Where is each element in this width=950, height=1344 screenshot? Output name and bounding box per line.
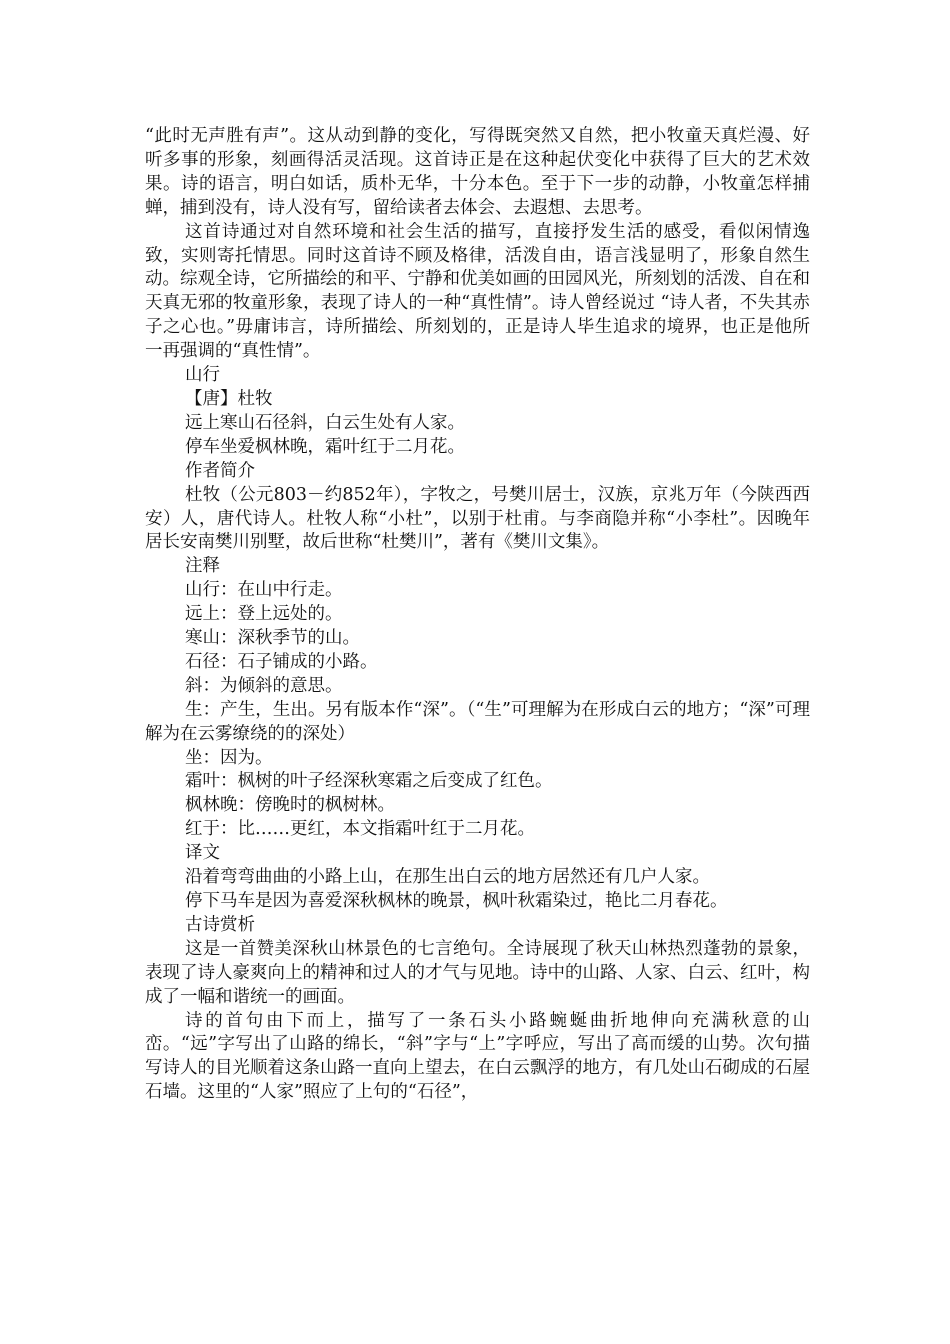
- poem-line: 停车坐爱枫林晚，霜叶红于二月花。: [185, 436, 465, 457]
- poem-title: 山行: [185, 365, 220, 386]
- poem-author: 【唐】杜牧: [185, 388, 273, 409]
- section-heading: 古诗赏析: [185, 914, 255, 935]
- paragraph: 这是一首赞美深秋山林景色的七言绝句。全诗展现了秋天山林热烈蓬勃的景象，表现了诗人豪爽向上的精神和过人的才气与见地。诗中的山路、人家、白云、红叶，构成了一幅和谐统一的画面。: [145, 938, 810, 1007]
- translation-line: 沿着弯弯曲曲的小路上山，在那生出白云的地方居然还有几户人家。: [185, 867, 710, 888]
- poem-line: 远上寒山石径斜，白云生处有人家。: [185, 412, 465, 433]
- annotation-item: 远上：登上远处的。: [185, 604, 343, 625]
- paragraph: 杜牧（公元803－约852年），字牧之，号樊川居士，汉族，京兆万年（今陕西西安）人，唐代诗人。杜牧人称“小杜”，以别于杜甫。与李商隐并称“小李杜”。因晚年居长安南樊川别墅，故后世称“杜樊川”，著有《樊川文集》。: [145, 484, 810, 553]
- annotation-item: 坐：因为。: [185, 747, 273, 768]
- annotation-item: 生：产生，生出。另有版本作“深”。（“生”可理解为在形成白云的地方；“深”可理解为在云雾缭绕的的深处）: [145, 699, 810, 744]
- section-heading: 译文: [185, 843, 220, 864]
- document-body: [145, 125, 810, 1105]
- paragraph: 这首诗通过对自然环境和社会生活的描写，直接抒发生活的感受，看似闲情逸致，实则寄托情思。同时这首诗不顾及格律，活泼自由，语言浅显明了，形象自然生动。综观全诗，它所描绘的和平、宁静和优美如画的田园风光，所刻划的活泼、自在和天真无邪的牧童形象，表现了诗人的一种“真性情”。诗人曾经说过 “诗人者，不失其赤子之心也。”毋庸讳言，诗所描绘、所刻划的，正是诗人毕生追求的境界，也正是他所一再强调的“真性情”。: [145, 221, 810, 362]
- annotation-item: 寒山：深秋季节的山。: [185, 628, 360, 649]
- paragraph: “此时无声胜有声”。这从动到静的变化，写得既突然又自然，把小牧童天真烂漫、好听多事的形象，刻画得活灵活现。这首诗正是在这种起伏变化中获得了巨大的艺术效果。诗的语言，明白如话，质朴无华，十分本色。至于下一步的动静，小牧童怎样捕蝉，捕到没有，诗人没有写，留给读者去体会、去遐想、去思考。: [145, 126, 810, 218]
- translation-line: 停下马车是因为喜爱深秋枫林的晚景，枫叶秋霜染过，艳比二月春花。: [185, 891, 728, 911]
- annotation-item: 山行：在山中行走。: [185, 580, 343, 601]
- paragraph: 诗的首句由下而上，描写了一条石头小路蜿蜒曲折地伸向充满秋意的山峦。“远”字写出了山路的绵长，“斜”字与“上”字呼应，写出了高而缓的山势。次句描写诗人的目光顺着这条山路一直向上望去，在白云飘浮的地方，有几处山石砌成的石屋石墙。这里的“人家”照应了上句的“石径”，: [145, 1010, 810, 1103]
- annotation-item: 枫林晚：傍晚时的枫树林。: [185, 795, 395, 816]
- section-heading: 注释: [185, 556, 220, 577]
- section-heading: 作者简介: [185, 460, 255, 481]
- annotation-item: 红于：比……更红，本文指霜叶红于二月花。: [185, 819, 535, 840]
- annotation-item: 霜叶：枫树的叶子经深秋寒霜之后变成了红色。: [185, 771, 553, 792]
- annotation-item: 斜：为倾斜的意思。: [185, 675, 343, 696]
- annotation-item: 石径：石子铺成的小路。: [185, 651, 378, 672]
